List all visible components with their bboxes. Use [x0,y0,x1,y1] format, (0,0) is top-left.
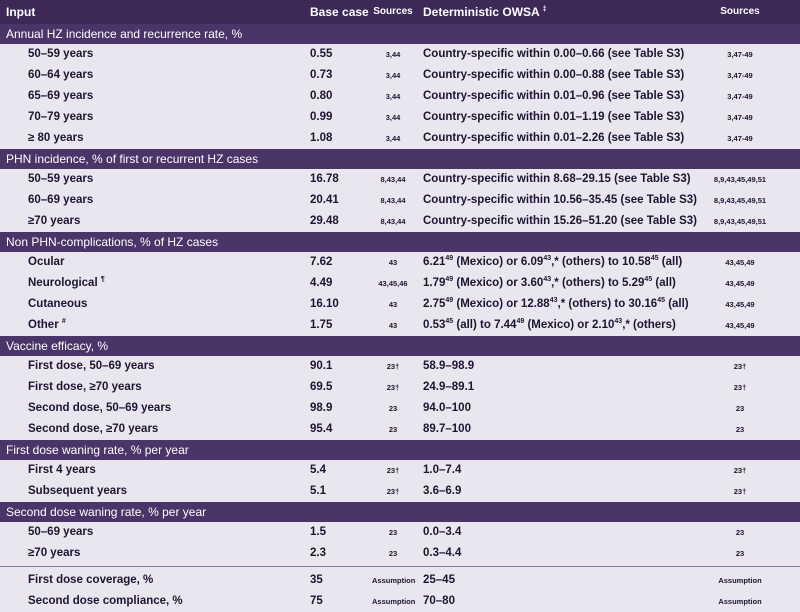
owsa-text: Country-specific within 0.01–0.96 (see Table S3) [423,90,685,102]
base-case-value: 20.41 [310,194,339,206]
row-label-text: Subsequent years [28,485,128,497]
base-case-sources: 3,44 [385,92,401,101]
row-label-mark: # [61,318,66,326]
base-case-value: 0.73 [310,69,333,81]
row-label-text: ≥ 80 years [28,132,84,144]
owsa-range [423,377,474,398]
owsa-sources: 23 [735,549,745,558]
owsa-sources: 23† [733,383,747,392]
table-row [0,273,800,294]
row-label [28,315,66,336]
owsa-range [423,543,461,564]
owsa-ref: 43 [543,255,552,263]
owsa-range [423,252,682,273]
row-label-text: Neurological [28,277,98,289]
owsa-text: Country-specific within 0.01–1.19 (see Table S3) [423,111,685,123]
owsa-ref: 45 [650,255,659,263]
base-case-sources: Assumption [372,576,416,585]
base-case-value: 69.5 [310,381,333,393]
base-case-sources: 43 [388,258,398,267]
owsa-range [423,570,455,591]
base-case-sources: 3,44 [385,113,401,122]
header-base-case: Base case [310,5,369,19]
row-label [28,86,93,107]
owsa-text: Country-specific within 15.26–51.20 (see Table S3) [423,215,697,227]
table-row [0,356,800,377]
section-title: Second dose waning rate, % per year [6,505,207,519]
row-label [28,190,93,211]
owsa-text: 24.9–89.1 [423,381,475,393]
owsa-sources: Assumption [718,597,762,606]
table-row [0,252,800,273]
base-case-value: 95.4 [310,423,333,435]
owsa-text: 0.3–4.4 [423,547,462,559]
owsa-text: 6.21 [423,256,446,268]
base-case-value: 16.10 [310,298,339,310]
owsa-text: ,* (others) to 5.29 [551,277,645,289]
owsa-text: 1.79 [423,277,446,289]
owsa-text: (Mexico) or 2.10 [524,319,615,331]
owsa-ref: 49 [445,255,454,263]
owsa-sources: 23 [735,404,745,413]
section-header [0,24,800,44]
owsa-range [423,591,455,612]
owsa-ref: 43 [614,318,623,326]
owsa-ref: 49 [516,318,525,326]
base-case-value: 98.9 [310,402,333,414]
base-case-sources: 23 [388,549,398,558]
base-case-sources: 23† [386,383,400,392]
section-header [0,232,800,252]
base-case-sources: 23† [386,362,400,371]
row-label-text: Other [28,319,59,331]
base-case-value: 16.78 [310,173,339,185]
base-case-sources: 8,43,44 [380,196,406,205]
row-label [28,570,153,591]
owsa-sources: 3,47-49 [727,113,753,122]
table-row [0,315,800,336]
owsa-ref: 43 [549,297,558,305]
row-label-text: 60–64 years [28,69,94,81]
owsa-sources: 43,45,49 [725,300,755,309]
row-label [28,522,93,543]
header-input: Input [6,5,36,19]
base-case-sources: 23 [388,425,398,434]
base-case-sources: Assumption [372,597,416,606]
base-case-value: 75 [310,595,323,607]
owsa-sources: 3,47-49 [727,92,753,101]
owsa-ref: 45 [644,276,653,284]
base-case-value: 1.75 [310,319,333,331]
table-row [0,169,800,190]
owsa-ref: 45 [657,297,665,305]
table-row [0,398,800,419]
base-case-value: 2.3 [310,547,326,559]
row-label-text: 50–69 years [28,526,94,538]
owsa-text: 94.0–100 [423,402,471,414]
table-row [0,128,800,149]
row-label [28,273,105,294]
table-row [0,65,800,86]
header-owsa [423,0,547,24]
owsa-text: ,* (others) to 30.16 [557,298,658,310]
row-label-text: Second dose, 50–69 years [28,402,172,414]
row-label-text: Ocular [28,256,65,268]
owsa-text: ,* (others) [622,319,676,331]
base-case-sources: 23 [388,528,398,537]
owsa-range [423,107,684,128]
owsa-text: 25–45 [423,574,455,586]
owsa-text: (Mexico) or 3.60 [453,277,544,289]
owsa-text: (all) to 7.44 [453,319,517,331]
base-case-value: 0.55 [310,48,333,60]
owsa-text: Country-specific within 0.01–2.26 (see Table S3) [423,132,685,144]
owsa-sources: Assumption [718,576,762,585]
owsa-text: Country-specific within 0.00–0.88 (see Table S3) [423,69,685,81]
owsa-text: Country-specific within 8.68–29.15 (see Table S3) [423,173,691,185]
header-sources: Sources [373,6,413,17]
header-owsa-mark: ‡ [542,6,547,13]
base-case-value: 5.1 [310,485,326,497]
row-label [28,398,171,419]
owsa-text: ,* (others) to 10.58 [551,256,651,268]
owsa-text: 89.7–100 [423,423,471,435]
owsa-sources: 23 [735,425,745,434]
base-case-value: 1.5 [310,526,326,538]
owsa-text: 2.75 [423,298,446,310]
section-header [0,440,800,460]
table-row [0,377,800,398]
owsa-sources: 3,47-49 [727,134,753,143]
row-label-text: 65–69 years [28,90,94,102]
owsa-text: 0.53 [423,319,446,331]
section-header [0,336,800,356]
row-label [28,128,84,149]
table-row [0,522,800,543]
base-case-sources: 23† [386,487,400,496]
base-case-value: 35 [310,574,323,586]
table-row [0,44,800,65]
owsa-ref: 45 [445,318,454,326]
base-case-sources: 3,44 [385,50,401,59]
owsa-range [423,481,461,502]
header-sources-owsa: Sources [720,6,760,17]
row-label [28,419,158,440]
owsa-ref: 43 [543,276,552,284]
section-divider [0,566,800,567]
owsa-range [423,460,461,481]
section-title: First dose waning rate, % per year [6,443,189,457]
base-case-sources: 23† [386,466,400,475]
section-title: PHN incidence, % of first or recurrent HZ cases [6,152,259,166]
owsa-ref: 49 [445,276,454,284]
base-case-sources: 8,43,44 [380,217,406,226]
owsa-sources: 43,45,49 [725,321,755,330]
owsa-text: (all) [652,277,676,289]
owsa-text: 70–80 [423,595,455,607]
table-row [0,86,800,107]
row-label [28,65,93,86]
section-title: Annual HZ incidence and recurrence rate, % [6,27,243,41]
owsa-text: Country-specific within 0.00–0.66 (see Table S3) [423,48,685,60]
base-case-value: 1.08 [310,132,333,144]
table-header [0,0,800,24]
owsa-sources: 23 [735,528,745,537]
row-label-text: 50–59 years [28,48,94,60]
row-label-text: 60–69 years [28,194,94,206]
owsa-range [423,44,684,65]
row-label [28,107,93,128]
table-row [0,294,800,315]
owsa-range [423,211,697,232]
owsa-sources: 23† [733,466,747,475]
owsa-sources: 3,47-49 [727,50,753,59]
row-label-text: First dose coverage, % [28,574,154,586]
row-label-text: 50–59 years [28,173,94,185]
base-case-sources: 43 [388,321,398,330]
table-row [0,543,800,564]
base-case-sources: 8,43,44 [380,175,406,184]
base-case-value: 0.99 [310,111,333,123]
table-row [0,419,800,440]
row-label [28,252,64,273]
owsa-range [423,65,684,86]
row-label [28,460,96,481]
owsa-sources: 8,9,43,45,49,51 [713,217,767,226]
row-label-text: First dose, ≥70 years [28,381,142,393]
owsa-range [423,273,676,294]
owsa-text: 58.9–98.9 [423,360,475,372]
owsa-text: Country-specific within 10.56–35.45 (see Table S3) [423,194,697,206]
base-case-value: 90.1 [310,360,333,372]
section-header [0,149,800,169]
owsa-text: (Mexico) or 12.88 [453,298,550,310]
row-label-text: First dose, 50–69 years [28,360,155,372]
table-row [0,460,800,481]
base-case-sources: 43,45,46 [378,279,408,288]
table-row [0,591,800,612]
base-case-sources: 43 [388,300,398,309]
base-case-value: 7.62 [310,256,333,268]
row-label-text: First 4 years [28,464,96,476]
owsa-sources: 23† [733,487,747,496]
base-case-sources: 3,44 [385,134,401,143]
owsa-sources: 23† [733,362,747,371]
row-label [28,211,80,232]
table-row [0,107,800,128]
section-header [0,502,800,522]
owsa-range [423,356,474,377]
row-label [28,377,142,398]
row-label [28,294,87,315]
row-label-text: Cutaneous [28,298,88,310]
base-case-sources: 23 [388,404,398,413]
owsa-sources: 43,45,49 [725,258,755,267]
owsa-range [423,86,684,107]
table-row [0,481,800,502]
owsa-sources: 8,9,43,45,49,51 [713,196,767,205]
row-label-text: ≥70 years [28,547,81,559]
header-owsa-label: Deterministic OWSA [423,5,540,19]
section-title: Non PHN-complications, % of HZ cases [6,235,219,249]
owsa-range [423,128,684,149]
owsa-sources: 8,9,43,45,49,51 [713,175,767,184]
row-label [28,543,80,564]
owsa-text: (all) [658,256,683,268]
table-row [0,211,800,232]
table-row [0,570,800,591]
row-label [28,481,127,502]
owsa-text: (Mexico) or 6.09 [453,256,544,268]
owsa-ref: 49 [445,297,454,305]
row-label [28,356,155,377]
owsa-range [423,419,471,440]
base-case-value: 29.48 [310,215,339,227]
owsa-range [423,315,676,336]
owsa-text: (all) [665,298,689,310]
row-label [28,44,93,65]
owsa-range [423,398,471,419]
base-case-value: 5.4 [310,464,326,476]
row-label [28,169,93,190]
row-label-mark: ¶ [100,276,105,284]
row-label-text: Second dose compliance, % [28,595,183,607]
owsa-text: 3.6–6.9 [423,485,462,497]
table-row [0,190,800,211]
base-case-value: 0.80 [310,90,333,102]
owsa-sources: 43,45,49 [725,279,755,288]
owsa-range [423,294,689,315]
base-case-value: 4.49 [310,277,333,289]
row-label-text: ≥70 years [28,215,81,227]
row-label-text: 70–79 years [28,111,94,123]
row-label-text: Second dose, ≥70 years [28,423,159,435]
row-label [28,591,183,612]
section-title: Vaccine efficacy, % [6,339,109,353]
base-case-sources: 3,44 [385,71,401,80]
owsa-text: 1.0–7.4 [423,464,462,476]
owsa-range [423,169,691,190]
owsa-text: 0.0–3.4 [423,526,462,538]
owsa-sources: 3,47-49 [727,71,753,80]
owsa-range [423,190,697,211]
owsa-range [423,522,461,543]
